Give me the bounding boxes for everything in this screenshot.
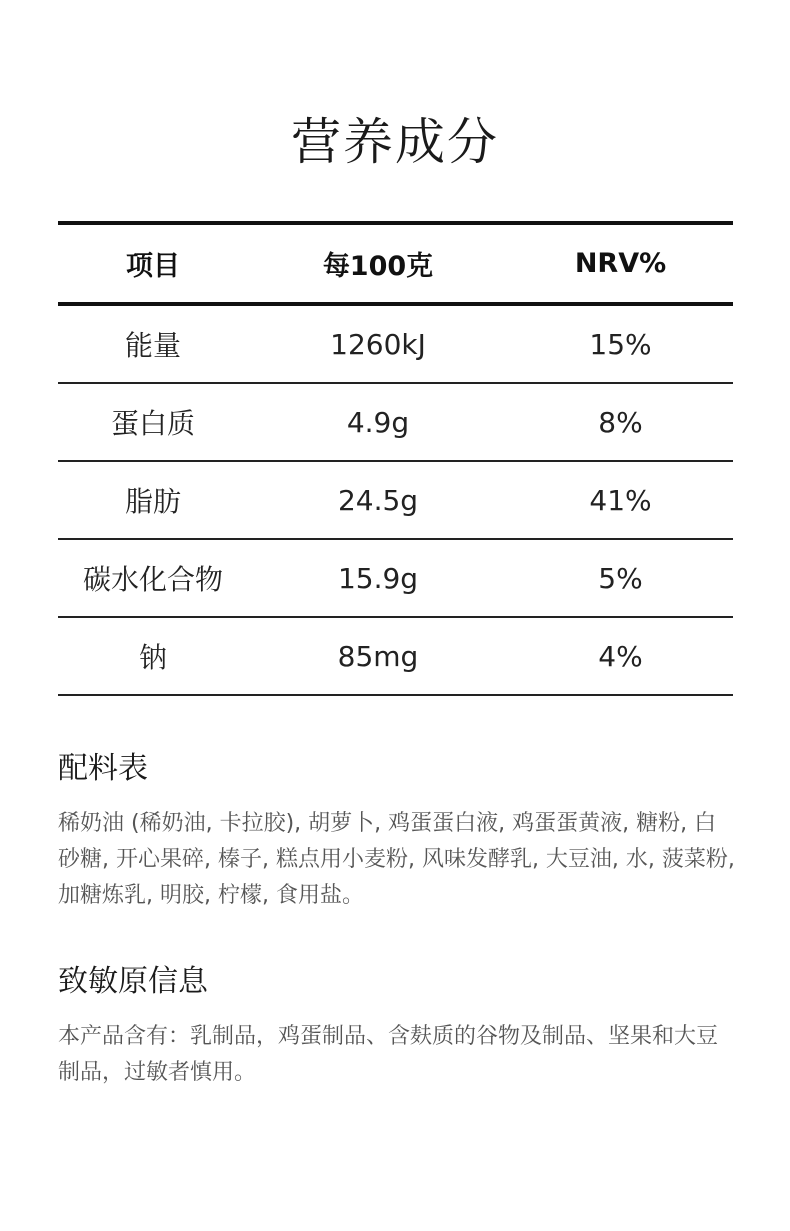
nutrient-name: 碳水化合物 [82, 563, 223, 596]
nutrient-amount: 24.5g [337, 483, 419, 517]
ingredients-text: 稀奶油 (稀奶油, 卡拉胶), 胡萝卜, 鸡蛋蛋白液, 鸡蛋蛋黄液, 糖粉, 白砂糖, 开心果碎, 榛子, 糕点用小麦粉, 风味发酵乳, 大豆油, 水, 菠菜粉, 加糖炼乳, 明胶, 柠檬, 食用盐。 [58, 811, 735, 908]
header-per-100g: 每100克 [322, 251, 434, 282]
table-header-row [58, 225, 733, 302]
header-nrv: NRV% [574, 248, 667, 279]
nutrient-nrv: 4% [598, 639, 643, 673]
table-row [58, 618, 733, 694]
nutrient-amount: 85mg [337, 639, 419, 673]
table-row [58, 306, 733, 382]
nutrient-nrv: 15% [589, 327, 652, 361]
nutrient-name: 能量 [124, 329, 181, 362]
nutrient-amount: 1260kJ [330, 327, 426, 361]
table-row [58, 462, 733, 538]
nutrient-amount: 4.9g [346, 405, 410, 439]
nutrient-nrv: 41% [589, 483, 652, 517]
nutrient-name: 蛋白质 [110, 407, 195, 440]
table-row [58, 540, 733, 616]
nutrition-table [58, 221, 733, 696]
allergens-text: 本产品含有：乳制品，鸡蛋制品、含麸质的谷物及制品、坚果和大豆制品，过敏者慎用。 [58, 1024, 719, 1085]
allergens-heading: 致敏原信息 [58, 964, 208, 999]
table-bottom-rule [58, 694, 733, 696]
nutrient-amount: 15.9g [337, 561, 419, 595]
ingredients-heading: 配料表 [58, 751, 148, 786]
page-title: 营养成分 [291, 113, 499, 171]
nutrient-nrv: 8% [598, 405, 643, 439]
nutrient-name: 脂肪 [124, 485, 181, 518]
nutrient-nrv: 5% [598, 561, 643, 595]
table-row [58, 384, 733, 460]
nutrient-name: 钠 [138, 641, 167, 674]
header-item: 项目 [126, 251, 180, 282]
